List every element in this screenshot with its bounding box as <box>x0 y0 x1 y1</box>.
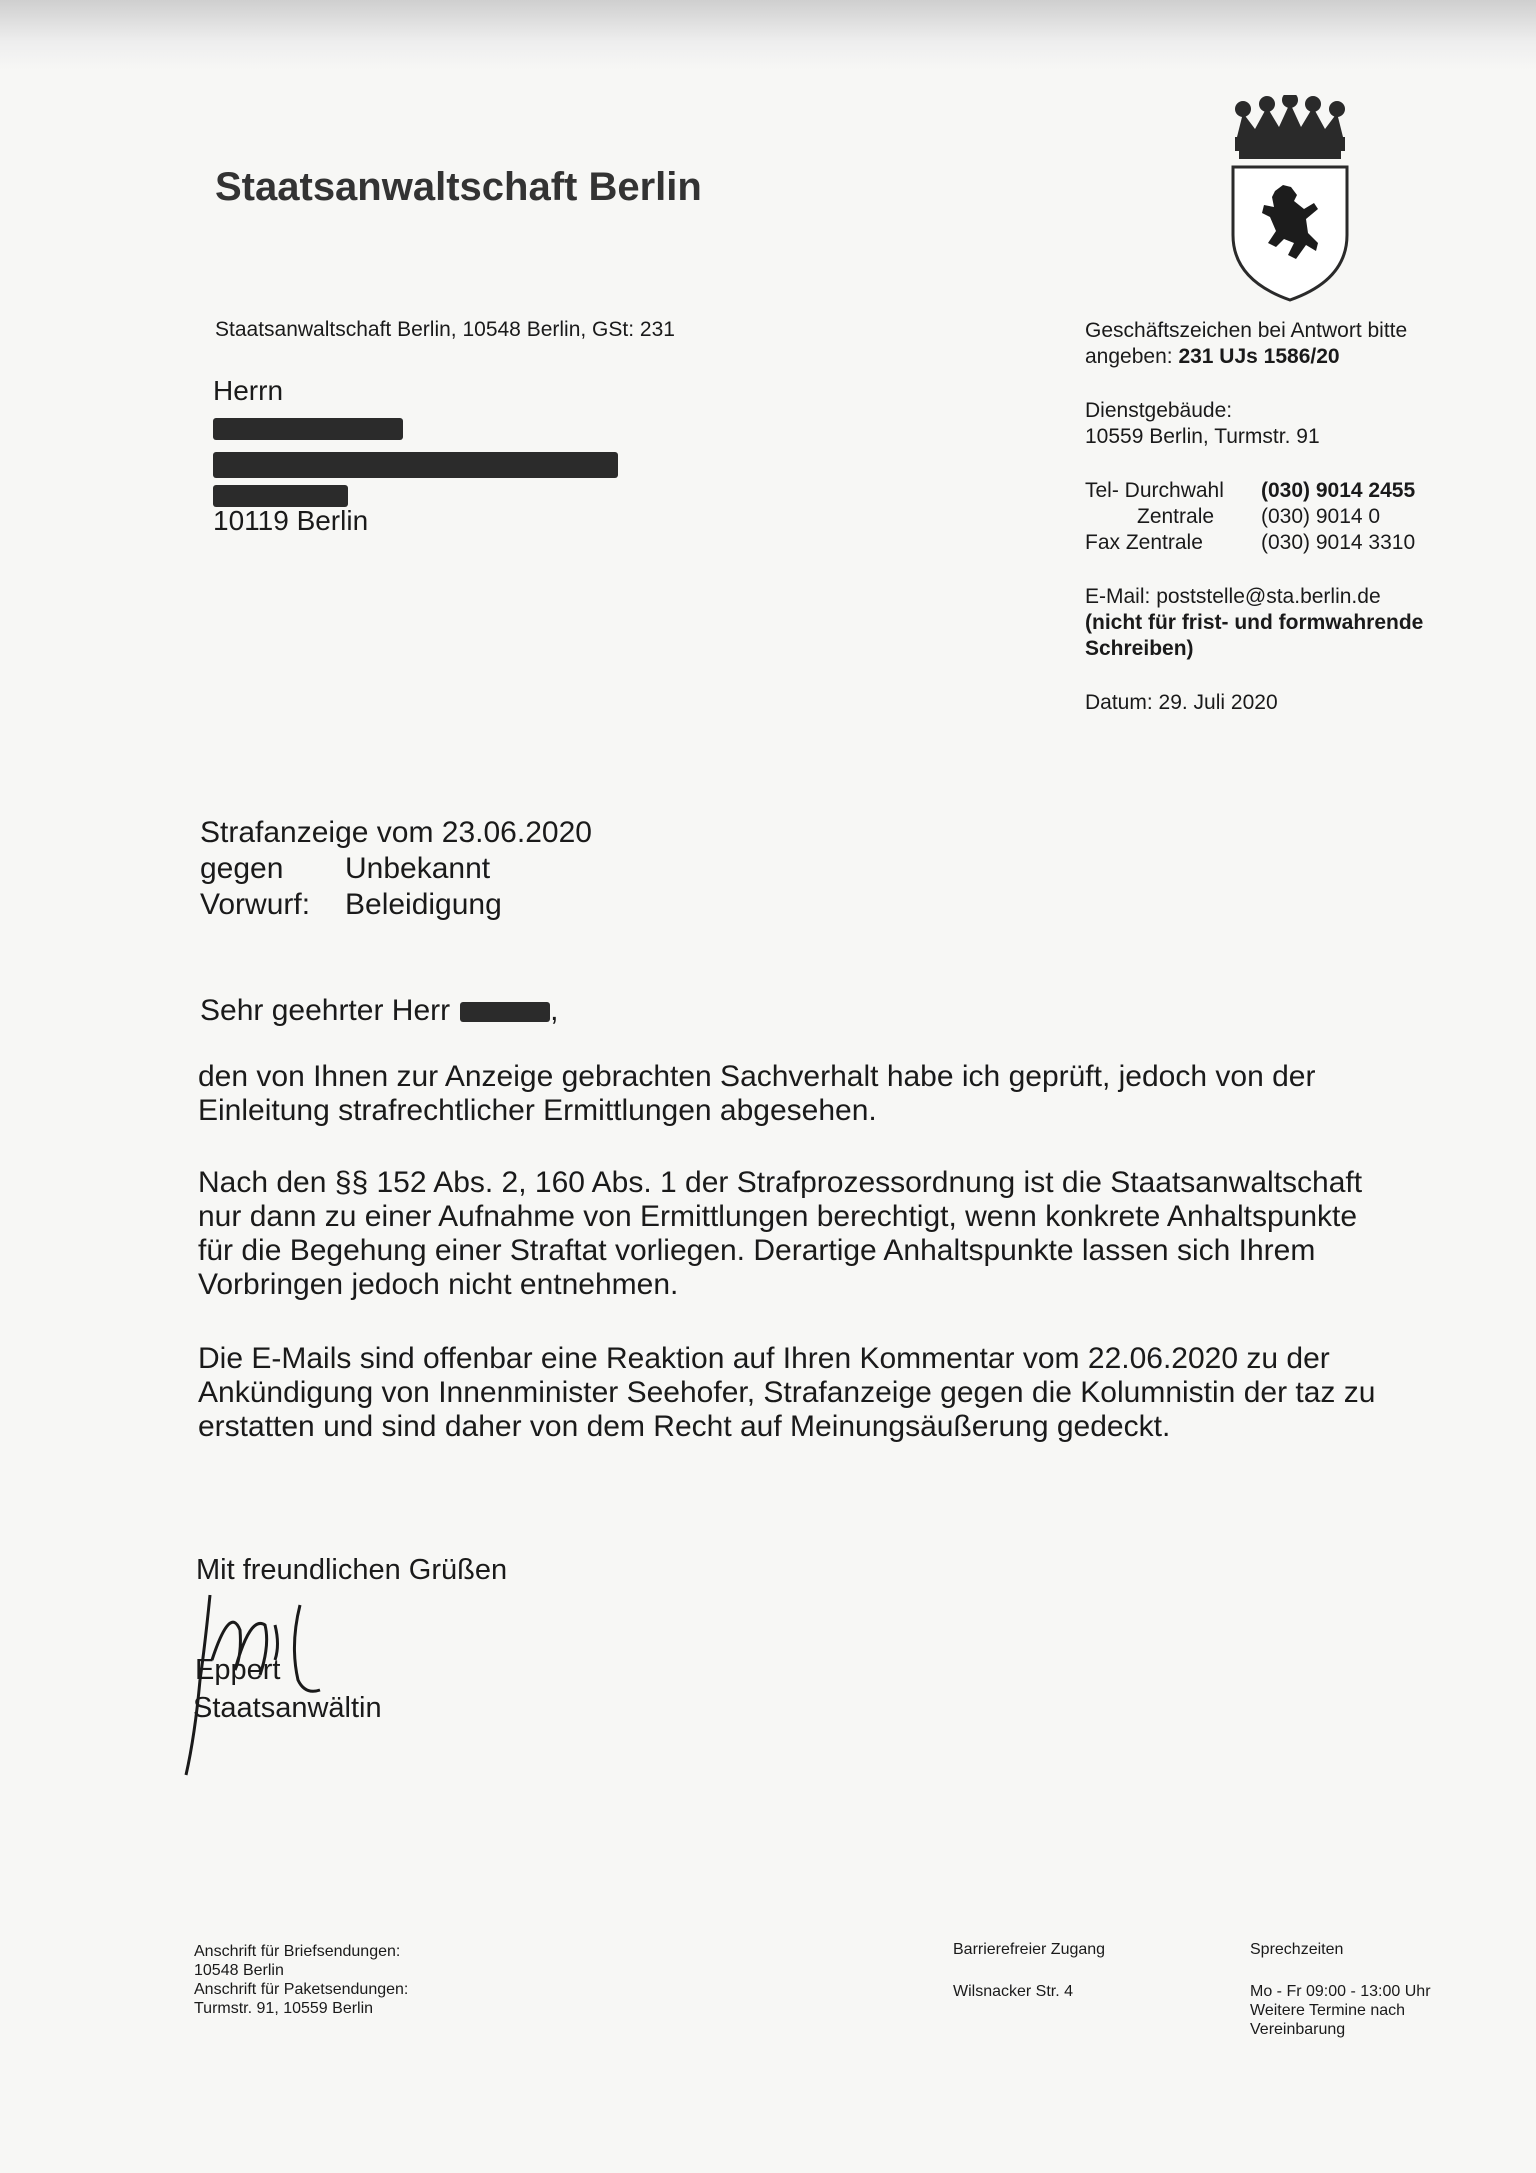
tel-central: (030) 9014 0 <box>1261 505 1381 528</box>
tel-central-label: Zentrale <box>1137 505 1215 528</box>
subject-charge <box>200 887 502 923</box>
paragraph-line: Vorbringen jedoch nicht entnehmen. <box>198 1268 679 1301</box>
reference-number: 231 UJs 1586/20 <box>1178 345 1340 368</box>
building-address: 10559 Berlin, Turmstr. 91 <box>1085 425 1320 448</box>
email-address[interactable]: poststelle@sta.berlin.de <box>1156 585 1381 608</box>
email-note-1: (nicht für frist- und formwahrende <box>1085 611 1424 634</box>
date-label: Datum: <box>1085 691 1159 714</box>
subject-line: Strafanzeige vom 23.06.2020 <box>200 816 592 849</box>
reference-prefix: angeben: <box>1085 345 1179 368</box>
redacted-name <box>213 418 403 440</box>
paragraph-line: Nach den §§ 152 Abs. 2, 160 Abs. 1 der Strafprozessordnung ist die Staatsanwaltschaft <box>198 1166 1363 1199</box>
footer-mail <box>194 1942 408 2018</box>
charge-value: Beleidigung <box>345 888 502 921</box>
email-note-2: Schreiben) <box>1085 637 1194 660</box>
paragraph-3 <box>198 1342 1438 1444</box>
building-label: Dienstgebäude: <box>1085 399 1233 422</box>
recipient-city: 10119 Berlin <box>213 505 369 536</box>
footer-hours-note: Weitere Termine nach <box>1250 2002 1406 2019</box>
redacted-surname <box>460 1002 550 1022</box>
email-line <box>1085 584 1381 610</box>
reference-line <box>1085 344 1340 370</box>
greeting-comma: , <box>550 994 559 1027</box>
paragraph-2 <box>198 1166 1438 1302</box>
paragraph-line: den von Ihnen zur Anzeige gebrachten Sachverhalt habe ich geprüft, jedoch von der <box>198 1060 1316 1093</box>
footer-hours-time: Mo - Fr 09:00 - 13:00 Uhr <box>1250 1983 1431 2000</box>
footer-parcel-address: Turmstr. 91, 10559 Berlin <box>194 2000 374 2017</box>
tel-central-line <box>1085 504 1380 530</box>
letter-date: 29. Juli 2020 <box>1158 691 1278 714</box>
footer-hours-note: Vereinbarung <box>1250 2021 1346 2038</box>
footer-parcel-label: Anschrift für Paketsendungen: <box>194 1981 409 1998</box>
footer-access-address: Wilsnacker Str. 4 <box>953 1983 1074 2000</box>
recipient-salutation: Herrn <box>213 375 284 406</box>
scan-shadow <box>0 0 1536 70</box>
greeting-text: Sehr geehrter Herr <box>200 994 451 1027</box>
paragraph-line: Die E-Mails sind offenbar eine Reaktion auf Ihren Kommentar vom 22.06.2020 zu der <box>198 1342 1330 1375</box>
footer-hours-label: Sprechzeiten <box>1250 1941 1344 1958</box>
fax-label: Fax Zentrale <box>1085 531 1203 554</box>
reference-label: Geschäftszeichen bei Antwort bitte <box>1085 319 1408 342</box>
signer-title: Staatsanwältin <box>193 1692 382 1724</box>
against-label: gegen <box>200 852 284 885</box>
tel-direct: (030) 9014 2455 <box>1261 479 1416 502</box>
berlin-coat-of-arms-icon <box>1215 95 1365 305</box>
paragraph-line: nur dann zu einer Aufnahme von Ermittlungen berechtigt, wenn konkrete Anhaltspunkte <box>198 1200 1358 1233</box>
redacted-line <box>213 485 348 507</box>
paragraph-line: Einleitung strafrechtlicher Ermittlungen abgesehen. <box>198 1094 877 1127</box>
email-prefix: E-Mail: <box>1085 585 1157 608</box>
greeting <box>200 993 558 1029</box>
paragraph-line: erstatten und sind daher von dem Recht auf Meinungsäußerung gedeckt. <box>198 1410 1171 1443</box>
fax-number: (030) 9014 3310 <box>1261 531 1416 554</box>
sender-line: Staatsanwaltschaft Berlin, 10548 Berlin, GSt: 231 <box>215 318 675 341</box>
paragraph-line: für die Begehung einer Straftat vorliegen. Derartige Anhaltspunkte lassen sich Ihrem <box>198 1234 1316 1267</box>
paragraph-line: Ankündigung von Innenminister Seehofer, Strafanzeige gegen die Kolumnistin der taz zu <box>198 1376 1376 1409</box>
fax-line <box>1085 530 1415 556</box>
signer-name: Eppert <box>195 1654 281 1686</box>
footer-mail-address: 10548 Berlin <box>194 1962 284 1979</box>
tel-direct-label: Tel- Durchwahl <box>1085 479 1224 502</box>
subject-against <box>200 851 490 887</box>
paragraph-1 <box>198 1060 1438 1128</box>
closing: Mit freundlichen Grüßen <box>196 1554 508 1586</box>
redacted-street <box>213 452 618 478</box>
footer-access-label: Barrierefreier Zugang <box>953 1941 1106 1958</box>
date-line <box>1085 690 1278 716</box>
charge-label: Vorwurf: <box>200 888 311 921</box>
footer-hours <box>1250 1982 1431 2039</box>
authority-title: Staatsanwaltschaft Berlin <box>215 165 702 209</box>
tel-direct-line <box>1085 478 1415 504</box>
against-value: Unbekannt <box>345 852 491 885</box>
footer-mail-label: Anschrift für Briefsendungen: <box>194 1943 401 1960</box>
